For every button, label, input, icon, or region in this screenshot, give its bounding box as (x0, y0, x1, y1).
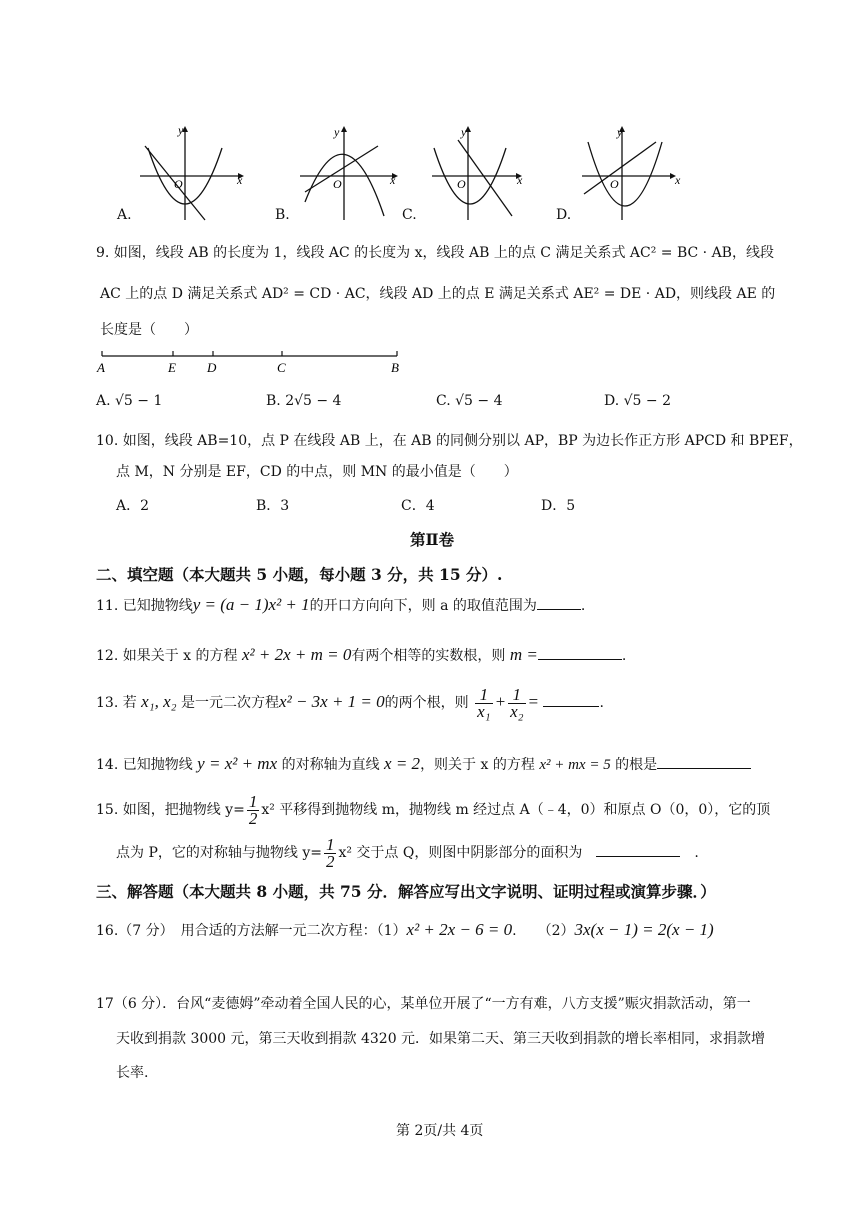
graph-c-origin: O (457, 177, 466, 191)
q11-answer-blank[interactable] (537, 595, 581, 610)
q15-line2-pre: 点为 P，它的对称轴与抛物线 y= (116, 845, 322, 861)
q12-answer-blank[interactable] (538, 645, 622, 660)
q13-vars: x₁, x₂ (141, 692, 177, 711)
q14-post: 的根是 (615, 757, 658, 773)
q15-frac-2: $\frac{1}{2}$ (325, 834, 335, 871)
point-b-label: B (391, 360, 399, 375)
page-footer: 第 2页/共 4页 (396, 1123, 484, 1139)
q15-line-2 (116, 836, 699, 870)
graph-d-label: D. (556, 207, 572, 223)
q12-expr: x² + 2x + m = 0 (241, 645, 352, 664)
q15-line2-mid: x² 交于点 Q，则图中阴影部分的面积为 (338, 845, 583, 861)
graph-b (300, 126, 398, 220)
q9-option-d: D. √5 − 2 (604, 393, 671, 409)
q13 (96, 685, 604, 720)
q14-expr: y = x² + mx (197, 754, 278, 773)
q11-expr: y = (a − 1)x² + 1 (192, 595, 310, 614)
graph-c-x-label: x (517, 173, 523, 187)
graph-b-x-label: x (390, 173, 396, 187)
graph-d-origin: O (610, 177, 619, 191)
q9-line-1: 9. 如图，线段 AB 的长度为 1，线段 AC 的长度为 x，线段 AB 上的点 C 满足关系式 AC² = BC · AB，线段 (96, 245, 774, 261)
section-3-heading: 三、解答题（本大题共 8 小题，共 75 分．解答应写出文字说明、证明过程或演算步骤．） (96, 882, 716, 901)
q14-mid: 的对称轴为直线 (281, 757, 380, 773)
graph-b-label: B. (275, 207, 290, 223)
q11-post: 的开口方向向下，则 a 的取值范围为 (309, 598, 537, 614)
q14-mid2: ，则关于 x 的方程 (420, 757, 535, 773)
graph-c-y-label: y (461, 125, 467, 139)
q13-plus: + (494, 692, 507, 711)
q16 (96, 920, 714, 941)
q14-answer-blank[interactable] (657, 754, 751, 769)
q9-option-c: C. √5 − 4 (436, 393, 503, 409)
q12-pre: 12. 如果关于 x 的方程 (96, 648, 238, 664)
q16-pre: 16.（7 分） 用合适的方法解一元二次方程：（1） (96, 923, 407, 939)
q15-mid: x² 平移得到抛物线 m，抛物线 m 经过点 A（﹣4，0）和原点 O（0，0），它的顶 (261, 802, 771, 818)
q13-post: 的两个根，则 (384, 695, 469, 711)
q9-option-b: B. 2√5 − 4 (266, 393, 342, 409)
q10-option-b: B．3 (256, 498, 290, 514)
q10-line-1: 10. 如图，线段 AB=10，点 P 在线段 AB 上，在 AB 的同侧分别以 AP，BP 为边长作正方形 APCD 和 BPEF， (96, 433, 803, 449)
q9-option-a: A. √5 − 1 (96, 393, 163, 409)
q17-line-1: 17（6 分）．台风“麦德姆”牵动着全国人民的心，某单位开展了“一方有难，八方支援”赈灾捐款活动，第一 (96, 996, 751, 1012)
q10-line-2: 点 M，N 分别是 EF，CD 的中点，则 MN 的最小值是（ ） (116, 464, 518, 480)
q10-option-c: C．4 (401, 498, 435, 514)
q12-var: m = (509, 645, 538, 664)
q14 (96, 754, 751, 775)
q16-expr-2: 3x(x − 1) = 2(x − 1) (574, 920, 714, 939)
graph-d-y-label: y (617, 125, 623, 139)
graph-c-label: C. (402, 207, 417, 223)
graph-a-label: A. (117, 207, 132, 223)
q13-pre: 13. 若 (96, 695, 137, 711)
q9-line-2: AC 上的点 D 满足关系式 AD² = CD · AC，线段 AD 上的点 E 满足关系式 AE² = DE · AD，则线段 AE 的 (100, 286, 776, 302)
q10-option-a: A．2 (116, 498, 150, 514)
q15-answer-blank[interactable] (596, 842, 680, 857)
q9-segment-diagram (92, 346, 412, 376)
q16-mid: . （2） (512, 923, 575, 939)
graph-b-origin: O (333, 177, 342, 191)
q14-expr2: x = 2 (384, 754, 421, 773)
section-2-heading: 二、填空题（本大题共 5 小题，每小题 3 分，共 15 分）. (96, 565, 503, 584)
q16-expr-1: x² + 2x − 6 = 0 (406, 920, 513, 939)
q15-frac-1: $\frac{1}{2}$ (248, 791, 258, 828)
q11 (96, 595, 585, 616)
graph-c (432, 126, 522, 220)
point-d-label: D (207, 360, 217, 375)
q12-post: 有两个相等的实数根，则 (351, 648, 506, 664)
q14-pre: 14. 已知抛物线 (96, 757, 193, 773)
q15-line-1 (96, 793, 770, 827)
q13-eq: = (527, 692, 540, 711)
q13-frac-2: $\frac{1}{\text{x₂}}$ (510, 684, 524, 721)
q11-pre: 11. 已知抛物线 (96, 598, 193, 614)
q12-end: . (621, 648, 627, 664)
graph-d (582, 126, 676, 220)
graph-d-x-label: x (675, 173, 681, 187)
q17-line-2: 天收到捐款 3000 元，第三天收到捐款 4320 元．如果第二天、第三天收到捐款的增长率相同，求捐款增 (116, 1031, 766, 1047)
point-e-label: E (168, 360, 176, 375)
graph-a-origin: O (174, 177, 183, 191)
point-a-label: A (97, 360, 105, 375)
q15-pre: 15. 如图，把抛物线 y= (96, 802, 245, 818)
q13-answer-blank[interactable] (543, 698, 599, 707)
q10-option-d: D．5 (541, 498, 576, 514)
graph-a (140, 126, 244, 220)
graph-a-y-label: y (178, 123, 184, 137)
part-2-title: 第Ⅱ卷 (410, 530, 455, 549)
q15-end: . (694, 845, 699, 861)
point-c-label: C (277, 360, 286, 375)
q11-end: . (580, 598, 586, 614)
graph-a-x-label: x (237, 173, 243, 187)
q13-expr: x² − 3x + 1 = 0 (279, 692, 385, 711)
graph-b-y-label: y (334, 125, 340, 139)
q12 (96, 645, 626, 666)
q13-frac-1: $\frac{1}{\text{x₁}}$ (477, 684, 491, 721)
q9-line-3: 长度是（ ） (100, 322, 198, 338)
q13-mid: 是一元二次方程 (181, 695, 280, 711)
q17-line-3: 长率. (116, 1065, 149, 1081)
q13-end: . (599, 695, 604, 711)
q14-expr3: x² + mx = 5 (539, 757, 611, 773)
